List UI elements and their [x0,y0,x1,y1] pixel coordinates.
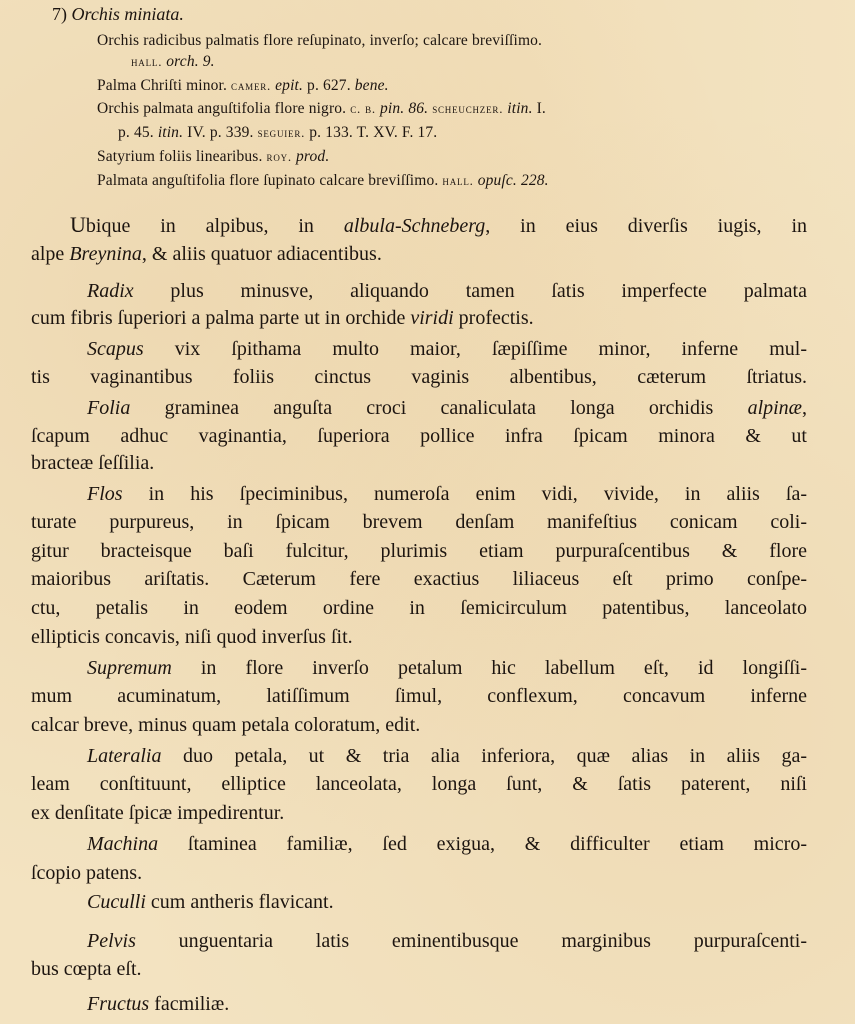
synonym-line-3: Palma Chriſti minor. camer. epit. p. 627. bene. [97,77,389,94]
flos-line-2: turate purpureus, in ſpicam brevem denſam manifeſtius conicam coli- [31,511,807,533]
pelvis-line-1: Pelvis unguentaria latis eminentibusque marginibus purpuraſcenti- [87,930,807,952]
machina-line-1: Machina ſtaminea familiæ, ſed exigua, & difficulter etiam micro- [87,833,807,855]
habitat-line-1: Ubique in alpibus, in albula-Schneberg, in eius diverſis iugis, in [70,212,808,237]
synonym-line-2: hall. orch. 9. [131,53,215,70]
folia-line-1: Folia graminea anguſta croci canaliculata longa orchidis alpinæ, [87,397,808,419]
synonym-line-6: Satyrium foliis linearibus. roy. prod. [97,148,330,165]
lateralia-line-3: ex denſitate ſpicæ impedirentur. [31,802,285,824]
species-name: Orchis miniata. [71,4,184,24]
flos-line-6: ellipticis concavis, niſi quod inverſus ſit. [31,626,353,648]
flos-line-5: ctu, petalis in eodem ordine in ſemicirculum patentibus, lanceolato [31,597,807,619]
folia-line-2: ſcapum adhuc vaginantia, ſuperiora pollice infra ſpicam minora & ut [31,425,807,447]
lateralia-line-1: Lateralia duo petala, ut & tria alia inferiora, quæ alias in aliis ga- [87,745,808,767]
cuculli-line-1: Cuculli cum antheris flavicant. [87,891,334,913]
radix-line-2: cum fibris ſuperiori a palma parte ut in orchide viridi profectis. [31,307,534,329]
fructus-line-1: Fructus facmiliæ. [87,993,230,1015]
synonym-line-4: Orchis palmata anguſtifolia flore nigro. c. b. pin. 86. scheuchzer. itin. I. [97,100,546,117]
pelvis-line-2: bus cœpta eſt. [31,958,142,980]
species-number: 7) [52,4,67,24]
synonym-line-7: Palmata anguſtifolia flore ſupinato calcare breviſſimo. hall. opuſc. 228. [97,172,549,189]
scapus-line-1: Scapus vix ſpithama multo maior, ſæpiſſime minor, inferne mul- [87,338,807,360]
scapus-line-2: tis vaginantibus foliis cinctus vaginis albentibus, cæterum ſtriatus. [31,366,807,388]
supremum-line-1: Supremum in flore inverſo petalum hic labellum eſt, id longiſſi- [87,657,807,679]
habitat-line-2: alpe Breynina, & aliis quatuor adiacentibus. [31,243,382,265]
radix-line-1: Radix plus minusve, aliquando tamen ſatis imperfecte palmata [87,280,807,302]
synonym-line-5: p. 45. itin. IV. p. 339. seguier. p. 133. T. XV. F. 17. [118,124,438,141]
species-heading [52,4,184,25]
machina-line-2: ſcopio patens. [31,862,143,884]
synonym-line-1: Orchis radicibus palmatis flore reſupinato, inverſo; calcare breviſſimo. [97,32,543,49]
folia-line-3: bracteæ ſeſſilia. [31,452,155,474]
flos-line-4: maioribus ariſtatis. Cæterum fere exactius liliaceus eſt primo conſpe- [31,568,807,590]
lateralia-line-2: leam conſtituunt, elliptice lanceolata, longa ſunt, & ſatis paterent, niſi [31,773,807,795]
flos-line-3: gitur bracteisque baſi fulcitur, plurimis etiam purpuraſcentibus & flore [31,540,807,562]
supremum-line-3: calcar breve, minus quam petala coloratum, edit. [31,714,421,736]
flos-line-1: Flos in his ſpeciminibus, numeroſa enim vidi, vivide, in aliis ſa- [87,483,807,505]
supremum-line-2: mum acuminatum, latiſſimum ſimul, conflexum, concavum inferne [31,685,807,707]
